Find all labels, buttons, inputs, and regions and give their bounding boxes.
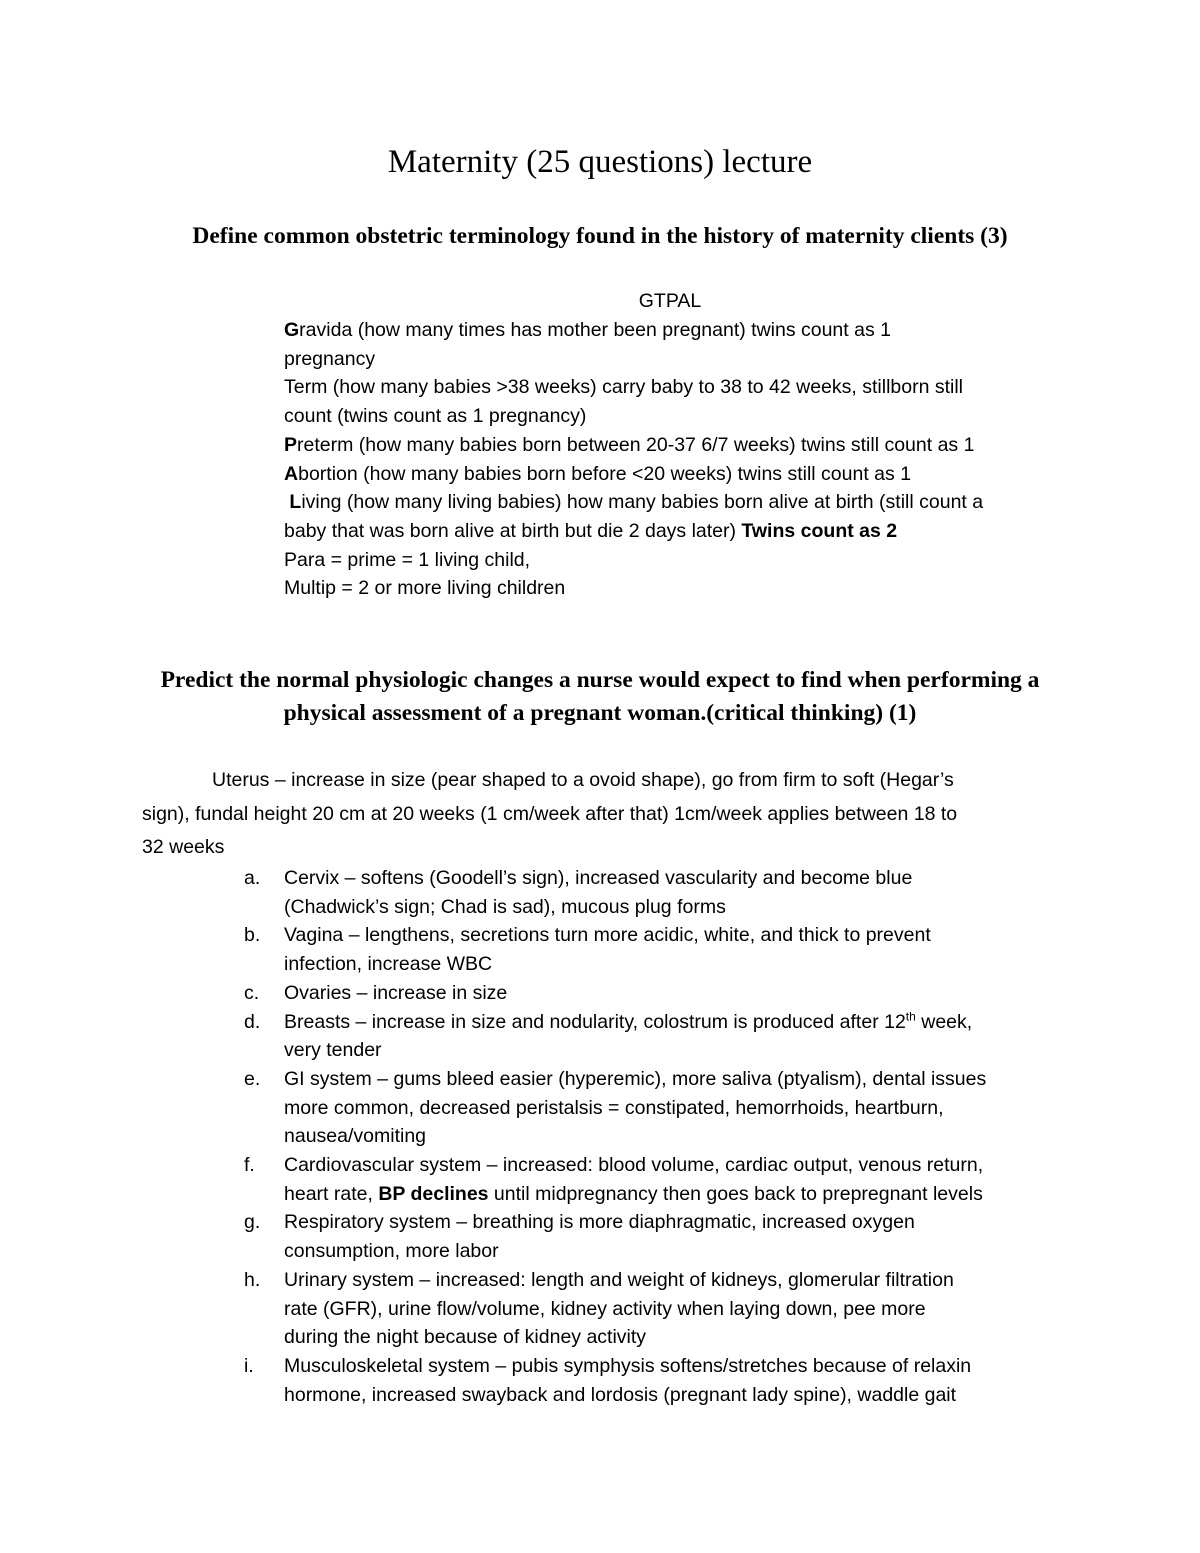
list-item-cardiovascular: f. Cardiovascular system – increased: blood volume, cardiac output, venous return, heart rate, BP declines until midpregnancy then goes back to prepregnant levels	[244, 1154, 984, 1205]
list-item-urinary: h. Urinary system – increased: length and weight of kidneys, glomerular filtration rate (GFR), urine flow/volume, kidney activity when laying down, pee more during the night because of kidney activity	[244, 1268, 954, 1349]
list-item-vagina: b. Vagina – lengthens, secretions turn more acidic, white, and thick to prevent infection, increase WBC	[244, 924, 931, 976]
section-heading-terminology: Define common obstetric terminology found in the history of maternity clients (3)	[192, 223, 1008, 249]
list-item-breasts: d. Breasts – increase in size and nodularity, colostrum is produced after 12th week, very tender	[244, 1009, 973, 1062]
gtpal-definitions	[284, 316, 1074, 603]
list-item-gi-system: e. GI system – gums bleed easier (hyperemic), more saliva (ptyalism), dental issues more common, decreased peristalsis = constipated, hemorrhoids, heartburn, nausea/vomiting	[244, 1067, 987, 1148]
gravida-line-2: pregnancy	[284, 347, 376, 370]
list-item-respiratory: g. Respiratory system – breathing is more diaphragmatic, increased oxygen consumption, more labor	[244, 1211, 915, 1263]
multip-line: Multip = 2 or more living children	[284, 577, 566, 600]
uterus-paragraph: Uterus – increase in size (pear shaped to a ovoid shape), go from firm to soft (Hegar’s sign), fundal height 20 cm at 20 weeks (1 cm/week after that) 1cm/week applies between 18 to 32 weeks	[142, 769, 958, 858]
list-item-ovaries: c. Ovaries – increase in size	[244, 981, 508, 1004]
term-line-2: count (twins count as 1 pregnancy)	[284, 405, 587, 428]
preterm-line: Preterm (how many babies born between 20-37 6/7 weeks) twins still count as 1	[284, 433, 975, 456]
abortion-line: Abortion (how many babies born before <20 weeks) twins still count as 1	[284, 462, 912, 485]
para-line: Para = prime = 1 living child,	[284, 548, 531, 571]
gravida-line-1: Gravida (how many times has mother been pregnant) twins count as 1	[284, 319, 891, 341]
gtpal-heading: GTPAL	[638, 290, 702, 312]
section-heading-physiologic-changes: Predict the normal physiologic changes a nurse would expect to find when performing a physical assessment of a pregnant woman.(critical thinking) (1)	[160, 667, 1040, 726]
physiologic-changes-list	[244, 864, 1094, 1409]
document-title: Maternity (25 questions) lecture	[387, 144, 813, 180]
living-line-2: baby that was born alive at birth but die 2 days later) Twins count as 2	[284, 519, 898, 542]
list-item-cervix: a. Cervix – softens (Goodell’s sign), increased vascularity and become blue (Chadwick’s sign; Chad is sad), mucous plug forms	[244, 867, 913, 918]
list-item-musculoskeletal: i. Musculoskeletal system – pubis symphysis softens/stretches because of relaxin hormone, increased swayback and lordosis (pregnant lady spine), waddle gait	[244, 1354, 972, 1406]
living-line-1: Living (how many living babies) how many babies born alive at birth (still count a	[284, 491, 984, 514]
term-line-1: Term (how many babies >38 weeks) carry baby to 38 to 42 weeks, stillborn still	[284, 376, 964, 399]
